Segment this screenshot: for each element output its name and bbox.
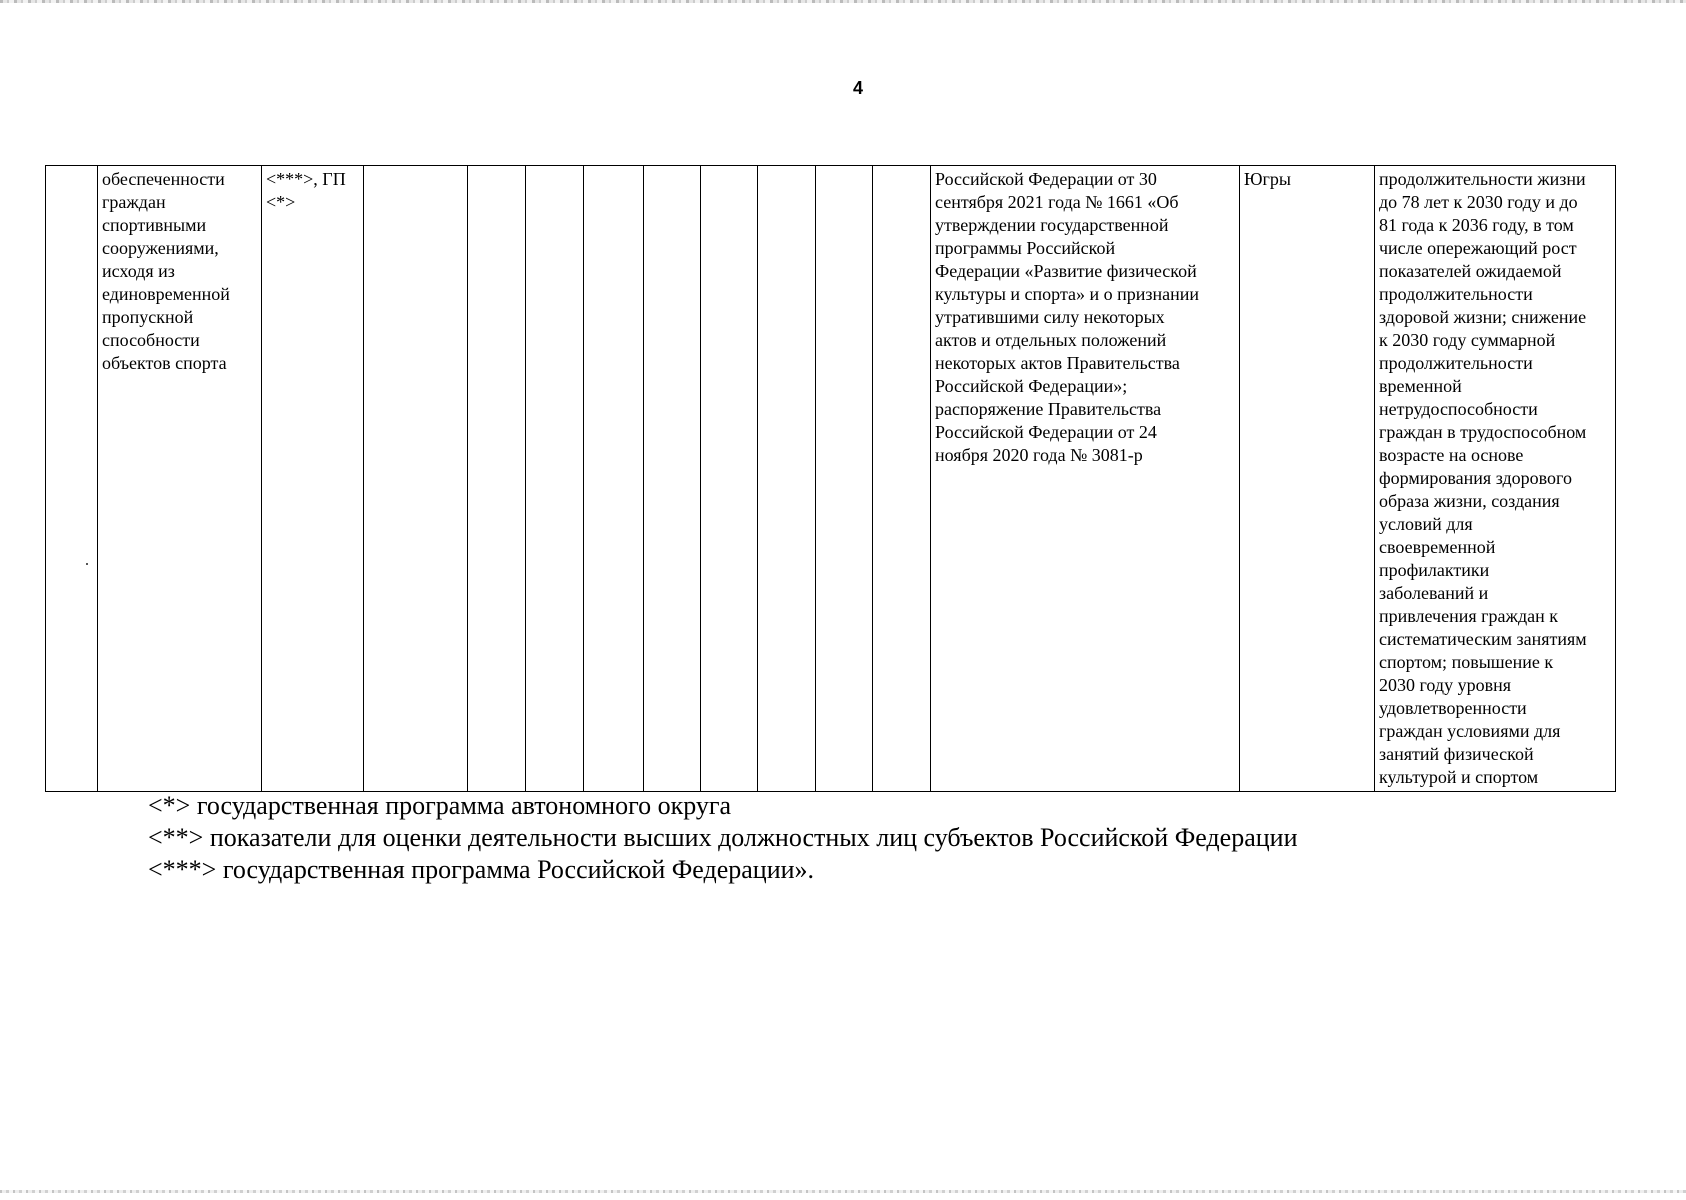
footnotes — [148, 790, 1297, 886]
table-cell-12 — [873, 166, 931, 792]
footnote-officials-indicators: <**> показатели для оценки деятельности высших должностных лиц субъектов Российской Федерации — [148, 823, 1298, 852]
footnote-regional-program: <*> государственная программа автономного округа — [148, 791, 732, 820]
table-cell-9 — [701, 166, 758, 792]
table-cell-11 — [816, 166, 873, 792]
table-cell-program-reference: <***>, ГП <*> — [262, 166, 364, 792]
table-cell-5 — [468, 166, 526, 792]
table-cell-8 — [644, 166, 701, 792]
table-cell-region: Югры — [1240, 166, 1375, 792]
footnote-federal-program: <***> государственная программа Российской Федерации». — [148, 855, 815, 884]
table-cell-7 — [584, 166, 644, 792]
page-number: 4 — [852, 78, 863, 98]
document-table — [45, 165, 1616, 792]
table-cell-legal-basis: Российской Федерации от 30 сентября 2021 года № 1661 «Об утверждении государственной программы Российской Федерации «Развитие физической культуры и спорта» и о признании утратившими силу некоторых актов и отдельных положений некоторых актов Правительства Российской Федерации»; распоряжение Правительства Российской Федерации от 24 ноября 2020 года № 3081-р — [931, 166, 1240, 792]
table-cell-4 — [364, 166, 468, 792]
table-cell-goals: продолжительности жизни до 78 лет к 2030 году и до 81 года к 2036 году, в том числе опережающий рост показателей ожидаемой продолжительности здоровой жизни; снижение к 2030 году суммарной продолжительности временной нетрудоспособности граждан в трудоспособном возрасте на основе формирования здорового образа жизни, создания условий для своевременной профилактики заболеваний и привлечения граждан к систематическим занятиям спортом; повышение к 2030 году уровня удовлетворенности граждан условиями для занятий физической культурой и спортом — [1375, 166, 1616, 792]
table-cell-10 — [758, 166, 816, 792]
scan-edge-bottom — [0, 1190, 1686, 1193]
table-cell-1 — [46, 166, 98, 792]
scan-edge-top — [0, 0, 1686, 3]
table-row — [46, 166, 1616, 792]
scan-speck — [86, 563, 88, 565]
table-cell-indicator-name: обеспеченности граждан спортивными сооружениями, исходя из единовременной пропускной способности объектов спорта — [98, 166, 262, 792]
table-cell-6 — [526, 166, 584, 792]
